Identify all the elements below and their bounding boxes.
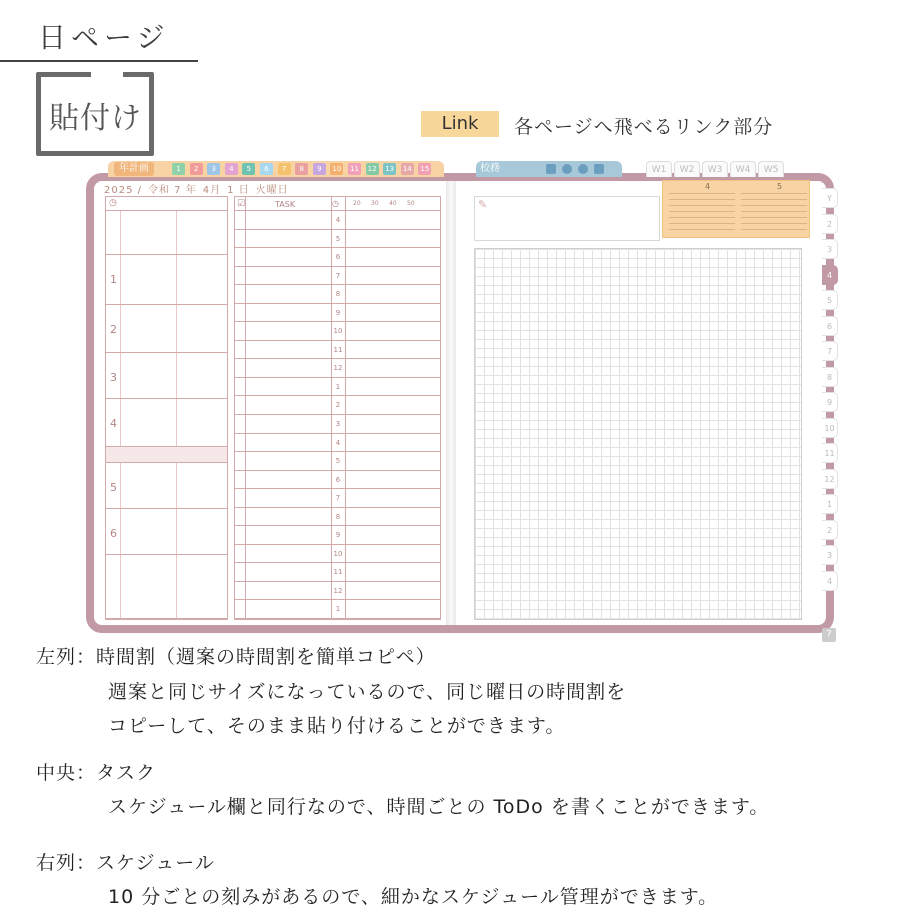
month-tab[interactable]: 13 <box>383 163 396 175</box>
side-month-tab[interactable]: 2 <box>822 214 838 234</box>
minute-label: 50 <box>407 200 415 207</box>
month-tab[interactable]: 7 <box>278 163 291 175</box>
date-era: 令和 7 年 <box>148 185 197 196</box>
tab-year-plan[interactable]: 年計画 <box>114 162 154 176</box>
timetable-row[interactable] <box>106 463 227 509</box>
month-tab[interactable]: 12 <box>366 163 379 175</box>
hour-label: 7 <box>335 271 341 280</box>
hour-label: 7 <box>335 494 341 503</box>
month-tab[interactable]: 5 <box>242 163 255 175</box>
hour-label: 8 <box>335 290 341 299</box>
stamp-label: 貼付け <box>49 101 142 136</box>
period-number: 6 <box>110 527 117 540</box>
period-number: 3 <box>110 371 117 384</box>
timetable-row[interactable] <box>106 447 227 463</box>
side-month-tab[interactable]: Y <box>822 188 838 208</box>
tab-school-affairs[interactable]: 校務 <box>480 163 500 174</box>
minute-label: 20 <box>353 200 361 207</box>
desc-center-line: スケジュール欄と同行なので、時間ごとの ToDo を書くことができます。 <box>108 796 770 818</box>
hour-label: 8 <box>335 512 341 521</box>
desc-right-heading: 右列：スケジュール <box>36 852 215 874</box>
date-month: 4月 <box>202 185 222 196</box>
side-month-tab[interactable]: 8 <box>822 367 838 387</box>
chat-icon[interactable] <box>578 164 588 174</box>
timetable-column <box>105 196 228 620</box>
period-number: 4 <box>110 417 117 430</box>
hour-label: 6 <box>335 475 341 484</box>
page-spine <box>446 181 456 625</box>
hour-label: 10 <box>333 549 343 558</box>
month-tab-bar <box>108 161 444 177</box>
hour-label: 3 <box>335 420 341 428</box>
month-tab[interactable]: 2 <box>190 163 203 175</box>
date-day: 1 日 <box>227 185 250 196</box>
week-tab[interactable]: W2 <box>674 161 700 177</box>
side-month-tab[interactable]: 10 <box>822 418 838 438</box>
period-number: 2 <box>110 323 117 336</box>
month-tab[interactable]: 4 <box>225 163 238 175</box>
side-month-tab[interactable]: 1 <box>822 494 838 514</box>
month-tab[interactable]: 3 <box>207 163 220 175</box>
side-month-tab[interactable]: 2 <box>822 520 838 540</box>
memo-box[interactable] <box>474 196 660 241</box>
refresh-icon[interactable] <box>562 164 572 174</box>
hour-label: 5 <box>335 457 341 466</box>
period-number: 1 <box>110 273 117 286</box>
desc-center-heading: 中央：タスク <box>36 762 157 784</box>
hour-label: 4 <box>335 438 341 447</box>
period-number: 5 <box>110 481 117 494</box>
stamp-flap <box>91 72 123 82</box>
side-month-tab[interactable]: 6 <box>822 316 838 336</box>
date-line <box>104 181 295 196</box>
mini-cal-month: 5 <box>777 182 783 191</box>
hour-label: 6 <box>335 253 341 262</box>
schedule-grid[interactable] <box>474 248 802 620</box>
month-tab[interactable]: 8 <box>295 163 308 175</box>
clock-icon: ◷ <box>332 199 339 208</box>
month-tab[interactable]: 9 <box>313 163 326 175</box>
hour-label: 11 <box>333 345 343 354</box>
mini-cal-month: 4 <box>705 182 711 191</box>
timetable-row[interactable] <box>106 211 227 255</box>
note-tab-bar <box>476 161 622 177</box>
side-month-tab[interactable]: 3 <box>822 545 838 565</box>
mini-cal-days[interactable] <box>741 191 807 235</box>
task-column <box>234 196 441 620</box>
side-month-tabs <box>822 188 840 608</box>
hour-label: 5 <box>335 234 341 243</box>
month-tab[interactable]: 14 <box>401 163 414 175</box>
page-title: 日ページ <box>38 21 170 54</box>
timetable-header <box>106 197 227 211</box>
side-month-tab[interactable]: 12 <box>822 469 838 489</box>
desc-left-heading: 左列：時間割（週案の時間割を簡単コピペ） <box>36 646 436 668</box>
hour-label: 1 <box>335 382 341 391</box>
side-month-tab[interactable]: 4 <box>822 571 838 591</box>
side-month-tab[interactable]: 3 <box>822 239 838 259</box>
month-tab[interactable]: 1 <box>172 163 185 175</box>
hour-label: 11 <box>333 568 343 577</box>
week-tab[interactable]: W5 <box>758 161 784 177</box>
hour-label: 2 <box>335 401 341 410</box>
date-weekday: 火曜日 <box>255 185 289 196</box>
side-month-tab[interactable]: 11 <box>822 443 838 463</box>
paste-stamp <box>36 72 154 156</box>
week-tab[interactable]: W1 <box>646 161 672 177</box>
mini-cal-days[interactable] <box>669 191 735 235</box>
hour-label: 10 <box>333 327 343 336</box>
month-tab[interactable]: 15 <box>418 163 431 175</box>
timetable-row[interactable] <box>106 305 227 353</box>
timetable-row[interactable] <box>106 555 227 619</box>
side-month-tab[interactable]: 7 <box>822 341 838 361</box>
side-month-tab[interactable]: 5 <box>822 290 838 310</box>
calendar-icon[interactable] <box>546 164 556 174</box>
help-button[interactable]: ? <box>822 628 836 642</box>
task-title: TASK <box>275 200 296 209</box>
pencil-icon: ✎ <box>478 198 488 211</box>
week-tab[interactable]: W4 <box>730 161 756 177</box>
title-underline <box>0 60 198 62</box>
month-tab[interactable]: 10 <box>330 163 343 175</box>
timetable-row[interactable] <box>106 509 227 555</box>
checkbox-icon: ☑ <box>237 199 246 209</box>
desc-right-line: 10 分ごとの刻みがあるので、細かなスケジュール管理ができます。 <box>108 886 719 908</box>
side-month-tab[interactable]: 4 <box>822 265 838 285</box>
timetable-row[interactable] <box>106 399 227 447</box>
side-month-tab[interactable]: 9 <box>822 392 838 412</box>
minute-label: 40 <box>389 200 397 207</box>
minute-label: 30 <box>371 200 379 207</box>
timetable-row[interactable] <box>106 353 227 399</box>
hour-label: 12 <box>333 364 343 373</box>
clock-icon: ◷ <box>109 198 117 208</box>
hour-label: 4 <box>335 216 341 224</box>
month-tab[interactable]: 11 <box>348 163 361 175</box>
date-year: 2025 / <box>104 185 142 196</box>
desc-left-line: 週案と同じサイズになっているので、同じ曜日の時間割を <box>108 681 627 703</box>
hour-label: 1 <box>335 605 341 614</box>
link-description: 各ページへ飛べるリンク部分 <box>514 116 774 138</box>
hour-label: 12 <box>333 586 343 595</box>
folder-icon[interactable] <box>594 164 604 174</box>
hour-label: 9 <box>335 531 341 540</box>
week-tab[interactable]: W3 <box>702 161 728 177</box>
month-tab[interactable]: 6 <box>260 163 273 175</box>
timetable-row[interactable] <box>106 255 227 305</box>
hour-label: 9 <box>335 308 341 317</box>
link-tag: Link <box>421 111 499 137</box>
mini-calendar <box>662 180 810 238</box>
desc-left-line: コピーして、そのまま貼り付けることができます。 <box>108 715 566 737</box>
